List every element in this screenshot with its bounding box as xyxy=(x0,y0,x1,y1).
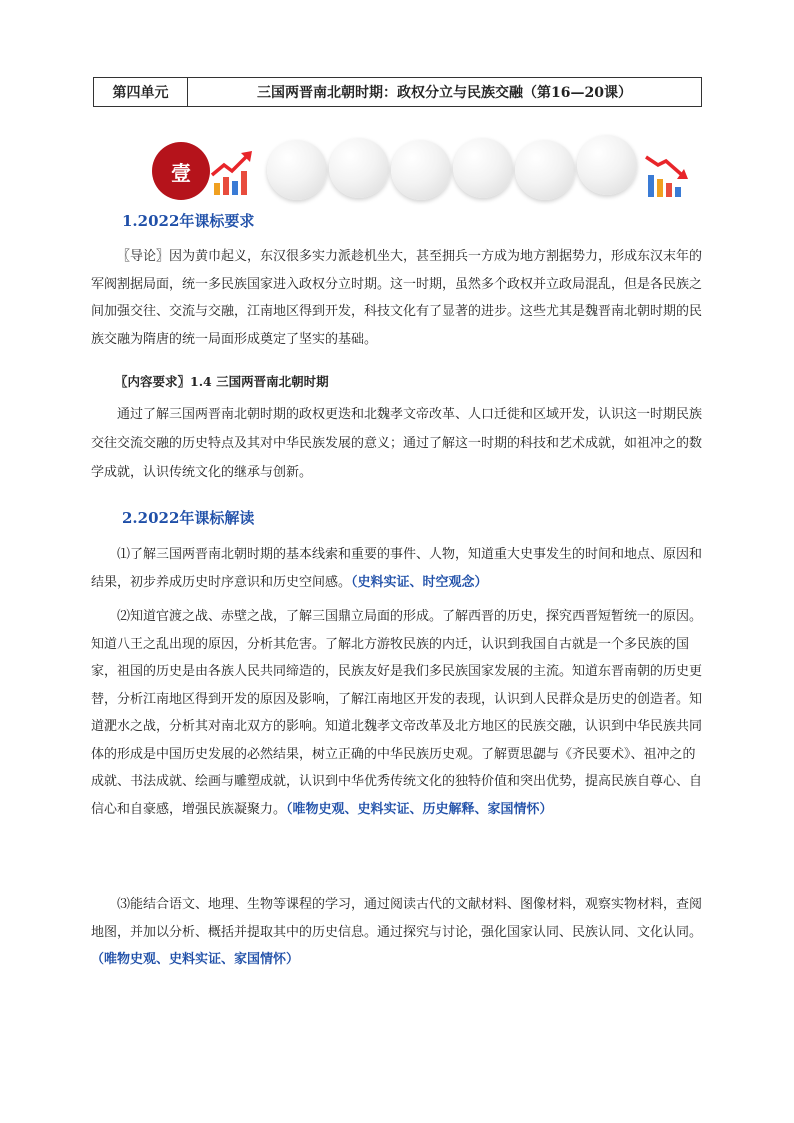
title-bubble-4 xyxy=(453,138,513,198)
interpretation-item-1: ⑴了解三国两晋南北朝时期的基本线索和重要的事件、人物，知道重大史事发生的时间和地点、原因和结果，初步养成历史时序意识和历史空间感。（史料实证、时空观念） xyxy=(91,547,703,590)
unit-header-table xyxy=(93,77,702,107)
guide-tag: 〖导论〗 xyxy=(117,249,170,264)
interpretation-item-3: ⑶能结合语文、地理、生物等课程的学习，通过阅读古代的文献材料、图像材料，观察实物材料，查阅地图，并加以分析、概括并提取其中的历史信息。通过探究与讨论，强化国家认同、民族认同、文化认同。（唯物史观、史料实证、家国情怀） xyxy=(91,897,703,967)
falling-chart-icon xyxy=(644,151,690,199)
title-bubble-2 xyxy=(329,138,389,198)
section2-heading: 2.2022年课标解读 xyxy=(122,509,255,527)
title-bubble-6 xyxy=(577,135,637,195)
interpretation-item-2: ⑵知道官渡之战、赤壁之战，了解三国鼎立局面的形成。了解西晋的历史，探究西晋短暂统一的原因。知道八王之乱出现的原因，分析其危害。了解北方游牧民族的内迁，认识到我国自古就是一个多民族的国家，祖国的历史是由各族人民共同缔造的，民族友好是我们多民族国家发展的主流。知道东晋南朝的历史更替，分析江南地区得到开发的原因及影响，了解江南地区开发的表现，认识到人民群众是历史的创造者。知道淝水之战，分析其对南北双方的影响。知道北魏孝文帝改革及北方地区的民族交融，认识到中华民族共同体的形成是中国历史发展的必然结果，树立正确的中华民族历史观。了解贾思勰与《齐民要术》、祖冲之的成就、书法成就、绘画与雕塑成就，认识到中华优秀传统文化的独特价值和突出优势，提高民族自尊心、自信心和自豪感，增强民族凝聚力。（唯物史观、史料实证、历史解释、家国情怀） xyxy=(91,609,703,817)
unit-title: 三国两晋南北朝时期：政权分立与民族交融（第16—20课） xyxy=(257,85,632,101)
section-number-badge: 壹 xyxy=(152,142,210,200)
title-bubble-1 xyxy=(267,140,327,200)
guide-text: 因为黄巾起义，东汉很多实力派趁机坐大，甚至拥兵一方成为地方割据势力，形成东汉末年的军阀割据局面，统一多民族国家进入政权分立时期。这一时期，虽然多个政权并立政局混乱，但是各民族之间加强交往、交流与交融，江南地区得到开发，科技文化有了显著的进步。这些尤其是魏晋南北朝时期的民族交融为隋唐的统一局面形成奠定了坚实的基础。 xyxy=(91,249,703,347)
section1-heading: 1.2022年课标要求 xyxy=(122,212,255,230)
literacy-tag-3: （唯物史观、史料实证、家国情怀） xyxy=(91,952,300,967)
content-requirement-heading: 〖内容要求〗1.4 三国两晋南北朝时期 xyxy=(115,374,329,389)
unit-label: 第四单元 xyxy=(94,78,188,106)
literacy-tag-2: （唯物史观、史料实证、历史解释、家国情怀） xyxy=(286,801,553,817)
rising-chart-icon xyxy=(210,149,256,197)
title-bubble-3 xyxy=(391,140,451,200)
title-bubble-5 xyxy=(515,140,575,200)
literacy-tag-1: （史料实证、时空观念） xyxy=(351,574,488,590)
content-requirement-text: 通过了解三国两晋南北朝时期的政权更迭和北魏孝文帝改革、人口迁徙和区域开发，认识这一时期民族交往交流交融的历史特点及其对中华民族发展的意义；通过了解这一时期的科技和艺术成就，如祖冲之的数学成就，认识传统文化的继承与创新。 xyxy=(91,407,703,480)
guide-paragraph xyxy=(91,243,703,353)
section-banner xyxy=(152,137,692,207)
